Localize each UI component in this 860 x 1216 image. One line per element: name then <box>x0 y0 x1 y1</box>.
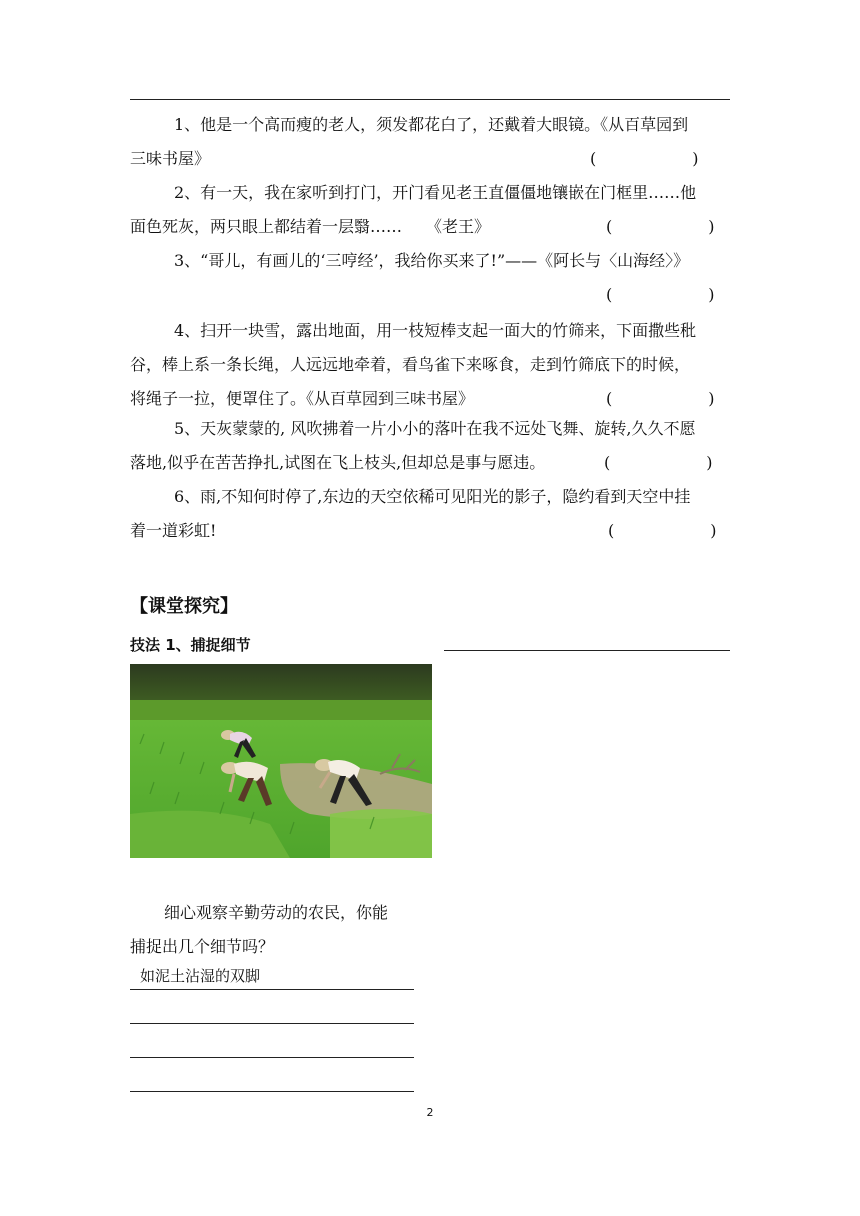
answer-line-3[interactable] <box>130 1031 414 1058</box>
observation-question <box>130 896 430 964</box>
technique-title-rule <box>444 650 730 651</box>
item-6-line2: 着一道彩虹! <box>130 521 217 540</box>
answer-3-text <box>130 1035 140 1053</box>
answer-2-text <box>130 1001 140 1019</box>
item-6-line1: 6、雨,不知何时停了,东边的天空依稀可见阳光的影子，隐约看到天空中挂 <box>174 487 691 506</box>
page-number: 2 <box>426 1106 434 1119</box>
answer-line-2[interactable] <box>130 997 414 1024</box>
item-3-answer-blank[interactable]: ( ) <box>606 285 715 304</box>
header-rule <box>130 99 730 100</box>
question-line2: 捕捉出几个细节吗？ <box>130 937 275 956</box>
item-3 <box>130 244 730 278</box>
item-4-line2: 谷，棒上系一条长绳，人远远地牵着，看鸟雀下来啄食，走到竹筛底下的时候， <box>130 355 691 374</box>
item-5-line2: 落地,似乎在苦苦挣扎,试图在飞上枝头,但却总是事与愿违。 <box>130 453 546 472</box>
item-5-answer-blank[interactable]: ( ) <box>604 453 713 472</box>
item-3-line1: 3、“哥儿，有画儿的‘三哼经’，我给你买来了!”——《阿长与〈山海经〉》 <box>174 251 690 270</box>
technique-title: 技法 1、捕捉细节 <box>130 636 251 654</box>
item-2-answer-blank[interactable]: ( ) <box>606 217 715 236</box>
item-4-answer-blank[interactable]: ( ) <box>606 389 715 408</box>
answer-4-text <box>130 1069 140 1087</box>
section-heading: 【课堂探究】 <box>130 596 238 617</box>
answer-line-4[interactable] <box>130 1065 414 1092</box>
item-1-line1: 1、他是一个高而瘦的老人，须发都花白了，还戴着大眼镜。《从百草园到 <box>174 115 689 134</box>
item-4-line3: 将绳子一拉，便罩住了。《从百草园到三味书屋》 <box>130 389 475 408</box>
item-1-answer-blank[interactable]: ( ) <box>590 149 699 168</box>
question-line1: 细心观察辛勤劳动的农民，你能 <box>164 903 389 922</box>
item-1-line2: 三味书屋》 <box>130 149 211 168</box>
item-2-line1: 2、有一天，我在家听到打门，开门看见老王直僵僵地镶嵌在门框里……他 <box>174 183 697 202</box>
item-4-line1: 4、扫开一块雪，露出地面，用一枝短棒支起一面大的竹筛来，下面撒些秕 <box>174 321 697 340</box>
rice-planting-photo <box>130 664 432 858</box>
item-5-line1: 5、天灰蒙蒙的, 风吹拂着一片小小的落叶在我不远处飞舞、旋转,久久不愿 <box>174 419 696 438</box>
item-2-line2: 面色死灰，两只眼上都结着一层翳…… 《老王》 <box>130 217 491 236</box>
answer-1-text: 如泥土沾湿的双脚 <box>140 967 261 985</box>
item-6-answer-blank[interactable]: ( ) <box>608 521 717 540</box>
answer-line-1[interactable] <box>130 963 414 990</box>
